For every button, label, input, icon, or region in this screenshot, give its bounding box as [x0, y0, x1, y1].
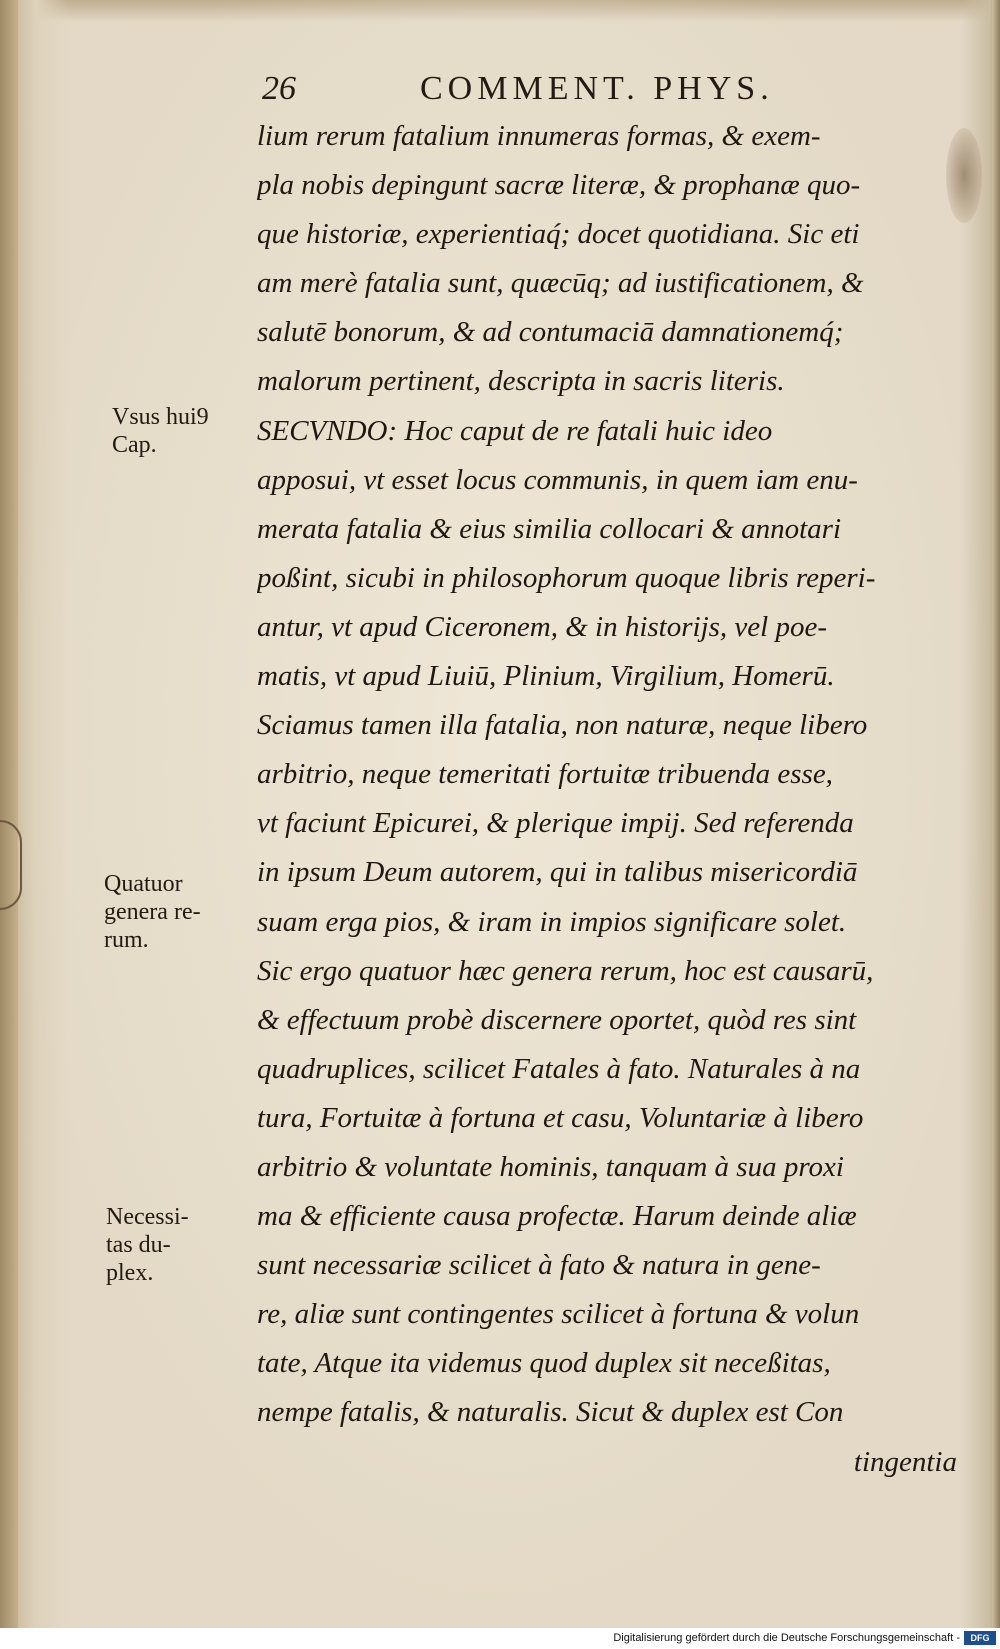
page-gutter: [0, 0, 18, 1628]
marginal-note-line: Quatuor: [104, 871, 183, 897]
text-line: vt faciunt Epicurei, & plerique impij. Sed referenda: [257, 807, 854, 840]
text-line: malorum pertinent, descripta in sacris literis.: [257, 365, 785, 398]
text-line: salutē bonorum, & ad contumaciā damnationemq́;: [257, 316, 844, 349]
digitization-footer: [0, 1628, 1000, 1649]
marginal-note-line: genera re-: [104, 899, 201, 925]
marginal-note-line: tas du-: [106, 1232, 171, 1258]
text-line: matis, vt apud Liuiū, Plinium, Virgilium, Homerū.: [257, 660, 835, 693]
text-line: antur, vt apud Ciceronem, & in historijs, vel poe-: [257, 610, 828, 643]
page-edge: [992, 0, 1000, 1628]
text-line: arbitrio & voluntate hominis, tanquam à sua proxi: [257, 1150, 844, 1183]
funding-credit: Digitalisierung gefördert durch die Deutsche Forschungsgemeinschaft -: [613, 1632, 960, 1644]
text-line: arbitrio, neque temeritati fortuitæ tribuenda esse,: [257, 758, 833, 791]
page-header: [262, 70, 822, 112]
marginal-note-line: rum.: [104, 927, 149, 953]
text-line: poßint, sicubi in philosophorum quoque libris reperi-: [257, 561, 876, 594]
text-line: & effectuum probè discernere oportet, quòd res sint: [257, 1003, 857, 1036]
text-line: apposui, vt esset locus communis, in quem iam enu-: [257, 463, 858, 496]
text-line: ma & efficiente causa profectæ. Harum deinde aliæ: [257, 1200, 857, 1233]
text-line: suam erga pios, & iram in impios significare solet.: [257, 905, 847, 938]
text-line: am merè fatalia sunt, quæcūq; ad iustificationem, &: [257, 267, 864, 300]
text-line: sunt necessariæ scilicet à fato & natura in gene-: [257, 1249, 821, 1282]
text-line: SECVNDO: Hoc caput de re fatali huic ideo: [257, 414, 773, 447]
catchword: tingentia: [853, 1445, 957, 1478]
text-line: tura, Fortuitæ à fortuna et casu, Voluntariæ à libero: [257, 1101, 864, 1134]
marginal-note-line: Necessi-: [106, 1204, 189, 1230]
text-line: tate, Atque ita videmus quod duplex sit neceßitas,: [257, 1347, 831, 1380]
marginal-note-necessitas: [106, 1203, 189, 1287]
binding-clasp: [0, 820, 22, 910]
text-line: nempe fatalis, & naturalis. Sicut & duplex est Con: [257, 1396, 844, 1429]
marginal-note-line: Vsus hui9: [112, 404, 209, 430]
marginal-note-line: plex.: [106, 1260, 154, 1286]
text-line: Sciamus tamen illa fatalia, non naturæ, neque libero: [257, 709, 868, 742]
text-line: quadruplices, scilicet Fatales à fato. Naturales à na: [257, 1052, 861, 1085]
marginal-note-quatuor-genera: [104, 870, 201, 954]
body-text: [257, 112, 957, 1487]
running-title: COMMENT. PHYS.: [420, 70, 774, 107]
text-line: in ipsum Deum autorem, qui in talibus misericordiā: [257, 856, 858, 889]
marginal-note-line: Cap.: [112, 432, 157, 458]
text-line: Sic ergo quatuor hæc genera rerum, hoc est causarū,: [257, 954, 874, 987]
text-line: pla nobis depingunt sacræ literæ, & prophanæ quo-: [257, 169, 861, 202]
text-line: merata fatalia & eius similia collocari & annotari: [257, 512, 842, 545]
text-line: lium rerum fatalium innumeras formas, & exem-: [257, 120, 821, 152]
text-line: que historiæ, experientiaq́; docet quotidiana. Sic eti: [257, 218, 860, 251]
marginal-note-usus: [112, 403, 209, 459]
page-number: 26: [262, 70, 296, 107]
text-line: re, aliæ sunt contingentes scilicet à fortuna & volun: [257, 1298, 860, 1331]
dfg-logo: DFG: [964, 1631, 996, 1645]
